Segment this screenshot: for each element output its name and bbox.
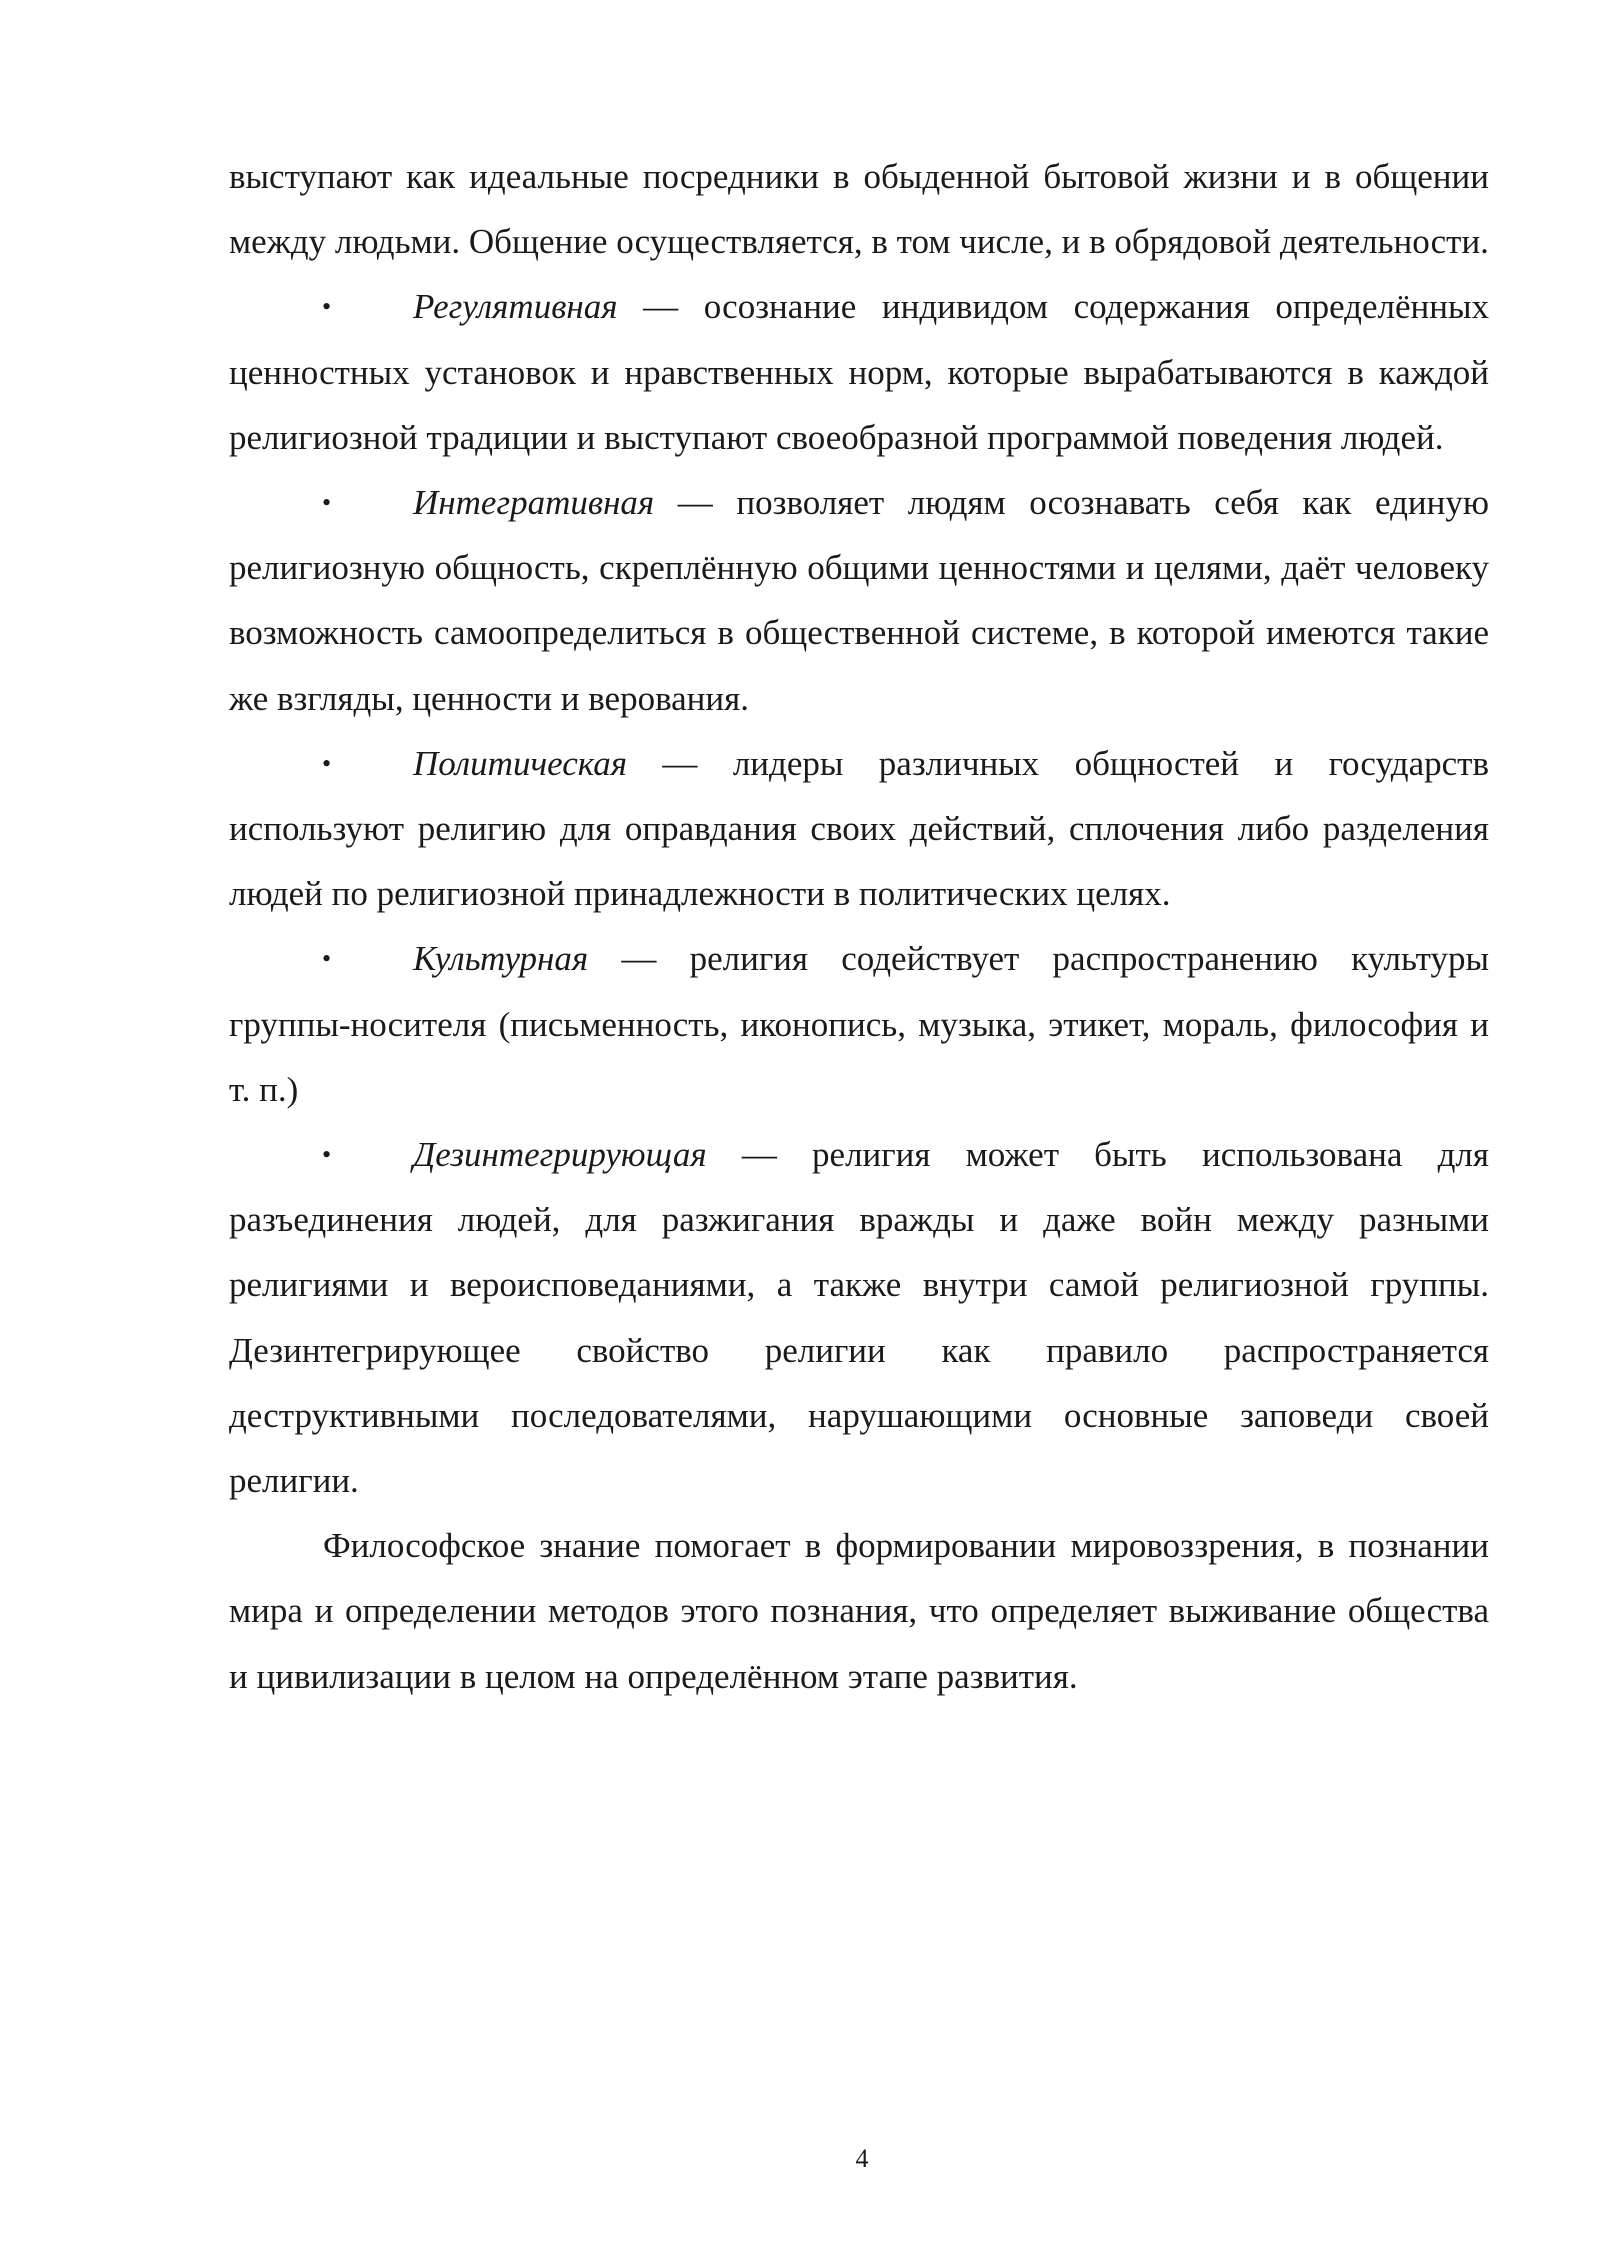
function-term: Регулятивная — [413, 287, 618, 327]
intro-paragraph: выступают как идеальные посредники в обыденной бытовой жизни и в общении между людьми. Общение осуществляется, в том числе, и в обрядовой деятельности. — [229, 157, 1489, 262]
bullet-icon: • — [322, 944, 332, 974]
list-item-disintegrating — [229, 1122, 1489, 1513]
religion-functions-list — [229, 274, 1489, 1513]
bullet-icon: • — [322, 748, 332, 778]
bullet-icon: • — [322, 1140, 332, 1170]
function-description: — позволяет людям осознавать себя как единую религиозную общность, скреплённую общими ценностями и целями, даёт человеку возможность самоопределиться в общественной системе, в которой имеются такие же взгляды, ценности и верования. — [229, 483, 1489, 718]
bullet-icon: • — [322, 488, 332, 518]
function-term: Политическая — [413, 743, 628, 783]
list-item-integrative — [229, 470, 1489, 731]
bullet-icon: • — [322, 292, 332, 322]
function-description: — лидеры различных общностей и государств используют религию для оправдания своих действий, сплочения либо разделения людей по религиозной принадлежности в политических целях. — [229, 743, 1489, 914]
function-term: Интегративная — [413, 483, 655, 523]
function-term: Дезинтегрирующая — [413, 1135, 707, 1175]
page-content — [229, 144, 1489, 1709]
function-description: — религия может быть использована для разъединения людей, для разжигания вражды и даже войн между разными религиями и вероисповеданиями, а также внутри самой религиозной группы. Дезинтегрирующее свойство религии как правило распространяется деструктивными последователями, нарушающими основные заповеди своей религии. — [229, 1135, 1489, 1501]
list-item-regulatory — [229, 274, 1489, 470]
closing-paragraph: Философское знание помогает в формировании мировоззрения, в познании мира и определении методов этого познания, что определяет выживание общества и цивилизации в целом на определённом этапе развития. — [229, 1526, 1489, 1696]
function-term: Культурная — [413, 939, 589, 979]
page-number: 4 — [855, 2144, 869, 2173]
list-item-political — [229, 731, 1489, 927]
list-item-cultural — [229, 926, 1489, 1122]
function-description: — осознание индивидом содержания определённых ценностных установок и нравственных норм, которые вырабатываются в каждой религиозной традиции и выступают своеобразной программой поведения людей. — [229, 287, 1489, 457]
function-description: — религия содействует распространению культуры группы-носителя (письменность, иконопись, музыка, этикет, мораль, философия и т. п.) — [229, 939, 1489, 1109]
